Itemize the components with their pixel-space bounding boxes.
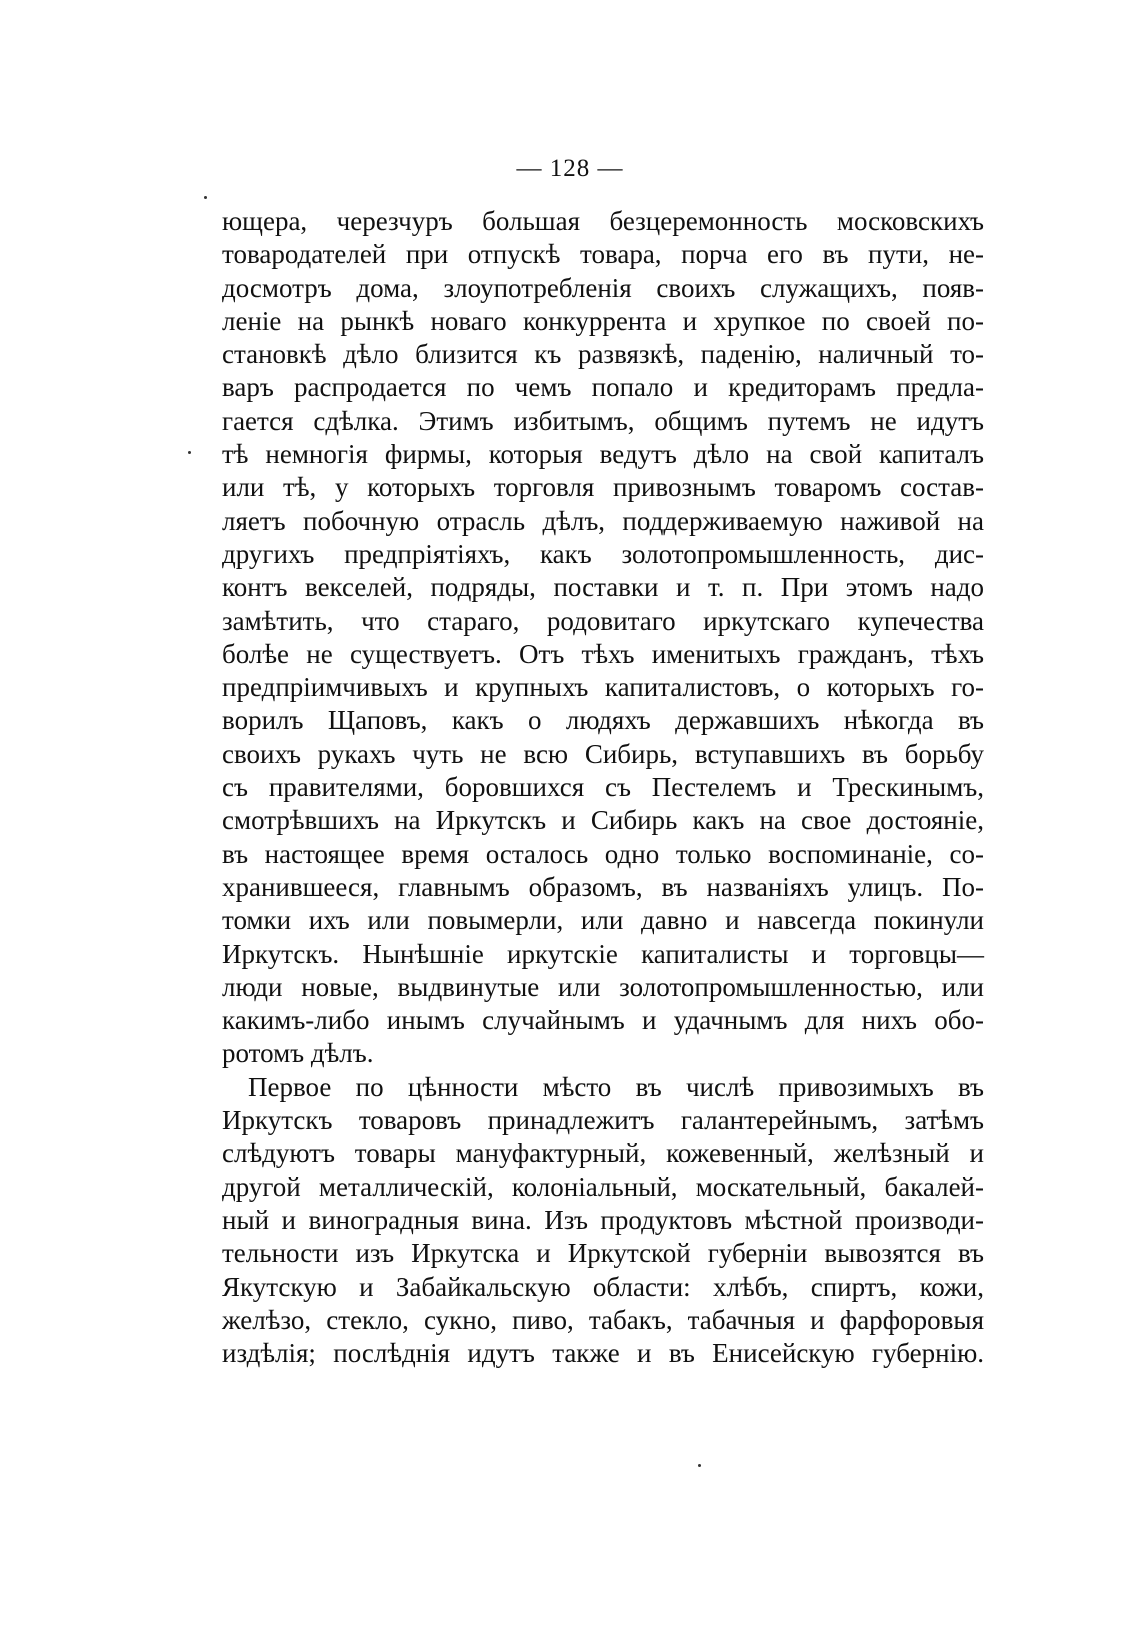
text-line: становкѣ дѣло близится къ развязкѣ, паденію, наличный то- [222,339,984,370]
text-line: томки ихъ или повымерли, или давно и навсегда покинули [222,905,984,936]
text-line: контъ векселей, подряды, поставки и т. п. При этомъ надо [222,572,984,603]
text-line: гается сдѣлка. Этимъ избитымъ, общимъ путемъ не идутъ [222,405,984,436]
text-line: хранившееся, главнымъ образомъ, въ названіяхъ улицъ. По- [222,871,984,902]
text-line: предпріимчивыхъ и крупныхъ капиталистовъ, о которыхъ го- [222,672,984,703]
text-line: ворилъ Щаповъ, какъ о людяхъ державшихъ нѣкогда въ [222,705,984,736]
text-line: болѣе не существуетъ. Отъ тѣхъ именитыхъ гражданъ, тѣхъ [222,638,984,669]
text-line: ющера, черезчуръ большая безцеремонность московскихъ [222,206,984,236]
text-line: Иркутскъ. Нынѣшніе иркутскіе капиталисты и торговцы— [222,938,984,969]
text-line: въ настоящее время осталось одно только воспоминаніе, со- [222,838,984,869]
text-line: Якутскую и Забайкальскую области: хлѣбъ, спиртъ, кожи, [222,1271,984,1302]
text-line: желѣзо, стекло, сукно, пиво, табакъ, табачныя и фарфоровыя [222,1304,984,1335]
text-line: Иркутскъ товаровъ принадлежитъ галантерейнымъ, затѣмъ [222,1105,984,1136]
text-line: ляетъ побочную отрасль дѣлъ, поддерживаемую наживой на [222,505,984,536]
text-line: леніе на рынкѣ новаго конкуррента и хрупкое по своей по- [222,305,984,336]
text-line: другихъ предпріятіяхъ, какъ золотопромышленность, дис- [222,538,984,569]
text-line: товародателей при отпускѣ товара, порча его въ пути, не- [222,239,984,270]
text-line: варъ распродается по чемъ попало и кредиторамъ предла- [222,372,984,403]
text-line: Первое по цѣнности мѣсто въ числѣ привозимыхъ въ [248,1071,984,1102]
text-line: съ правителями, боровшихся съ Пестелемъ и Трескинымъ, [222,772,984,803]
text-line: или тѣ, у которыхъ торговля привознымъ товаромъ состав- [222,472,984,503]
text-line: люди новые, выдвинутые или золотопромышленностью, или [222,971,984,1002]
body-text [222,205,984,1370]
text-line: смотрѣвшихъ на Иркутскъ и Сибирь какъ на свое достояніе, [222,805,984,836]
text-line: ный и виноградныя вина. Изъ продуктовъ мѣстной производи- [222,1204,984,1235]
margin-speck [698,1464,701,1467]
text-line: замѣтить, что стараго, родовитаго иркутскаго купечества [222,605,984,636]
page-number: — 128 — [516,155,624,182]
text-line: досмотръ дома, злоупотребленія своихъ служащихъ, появ- [222,272,984,303]
margin-speck [188,451,191,454]
text-line: тѣ немногія фирмы, которыя ведутъ дѣло на свой капиталъ [222,439,984,470]
text-line: издѣлія; послѣднія идутъ также и въ Енисейскую губернію. [222,1338,984,1369]
paragraph-2 [222,1071,984,1371]
margin-speck [204,196,207,199]
text-line: слѣдуютъ товары мануфактурный, кожевенный, желѣзный и [222,1138,984,1169]
text-line: другой металлическій, колоніальный, москательный, бакалей- [222,1171,984,1202]
text-line: ротомъ дѣлъ. [222,1038,374,1069]
text-line: своихъ рукахъ чуть не всю Сибирь, вступавшихъ въ борьбу [222,738,984,769]
paragraph-1 [222,205,984,1071]
text-line: тельности изъ Иркутска и Иркутской губерніи вывозятся въ [222,1238,984,1269]
text-line: какимъ-либо инымъ случайнымъ и удачнымъ для нихъ обо- [222,1005,984,1036]
